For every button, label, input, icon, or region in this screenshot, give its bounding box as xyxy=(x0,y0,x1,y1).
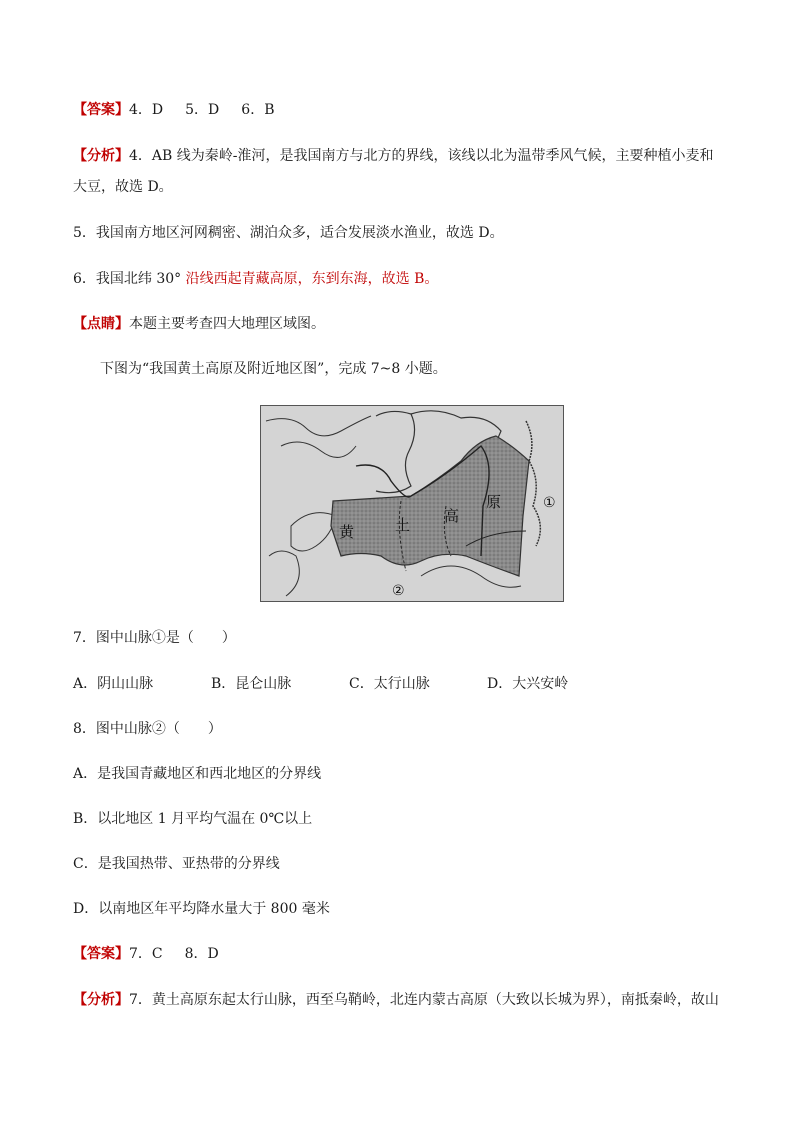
answer-5: 5．D xyxy=(185,102,220,118)
q7-stem: 7．图中山脉①是（ ） xyxy=(73,630,236,646)
answer-tag-2: 【答案】 xyxy=(73,946,129,962)
map-char-4: 原 xyxy=(486,493,502,511)
answer-7-8 xyxy=(73,944,219,964)
analysis-6 xyxy=(73,269,438,289)
analysis-text: 4．AB 线为秦岭-淮河，是我国南方与北方的界线，该线以北为温带季风气候，主要种植小麦和 xyxy=(129,148,714,164)
comment-tag: 【点睛】 xyxy=(73,316,129,332)
map-char-2: 土 xyxy=(395,516,411,534)
answer-4-6 xyxy=(73,100,274,120)
map-char-3: 高 xyxy=(444,507,460,525)
analysis-4-line2: 大豆，故选 D。 xyxy=(73,179,173,195)
q7-option-c[interactable]: C．太行山脉 xyxy=(349,676,430,692)
map-char-1: 黄 xyxy=(339,523,355,541)
answer-7: 7．C xyxy=(129,946,163,962)
analysis-7-text: 7．黄土高原东起太行山脉，西至乌鞘岭，北连内蒙古高原（大致以长城为界），南抵秦岭，故山 xyxy=(129,992,719,1008)
intro-text: 下图为“我国黄土高原及附近地区图”，完成 7~8 小题。 xyxy=(100,361,447,377)
answer-8: 8．D xyxy=(184,946,219,962)
analysis-5: 5．我国南方地区河网稠密、湖泊众多，适合发展淡水渔业，故选 D。 xyxy=(73,225,504,241)
q7-option-d[interactable]: D．大兴安岭 xyxy=(487,676,569,692)
analysis-4-line1 xyxy=(73,146,713,166)
q7-option-b[interactable]: B．昆仑山脉 xyxy=(211,676,292,692)
analysis-6-a: 6．我国北纬 30° xyxy=(73,271,182,287)
comment-4-6 xyxy=(73,314,325,334)
q7-option-a[interactable]: A．阴山山脉 xyxy=(73,676,154,692)
q8-option-d[interactable]: D．以南地区年平均降水量大于 800 毫米 xyxy=(73,901,330,917)
map-marker-2: ② xyxy=(392,583,405,599)
analysis-7 xyxy=(73,990,719,1010)
analysis-tag: 【分析】 xyxy=(73,148,129,164)
comment-text: 本题主要考查四大地理区域图。 xyxy=(129,316,325,332)
loess-plateau-map xyxy=(260,405,564,602)
q8-option-b[interactable]: B．以北地区 1 月平均气温在 0℃以上 xyxy=(73,811,313,827)
analysis-6-b: 沿线西起青藏高原，东到东海，故选 B。 xyxy=(181,271,439,287)
q8-option-c[interactable]: C．是我国热带、亚热带的分界线 xyxy=(73,856,280,872)
q7-options xyxy=(73,674,568,694)
answer-6: 6．B xyxy=(241,102,275,118)
analysis-tag-2: 【分析】 xyxy=(73,992,129,1008)
map-marker-1: ① xyxy=(543,495,556,511)
q8-stem: 8．图中山脉②（ ） xyxy=(73,721,222,737)
answer-4: 4．D xyxy=(129,102,164,118)
q8-option-a[interactable]: A．是我国青藏地区和西北地区的分界线 xyxy=(73,766,322,782)
answer-tag: 【答案】 xyxy=(73,102,129,118)
